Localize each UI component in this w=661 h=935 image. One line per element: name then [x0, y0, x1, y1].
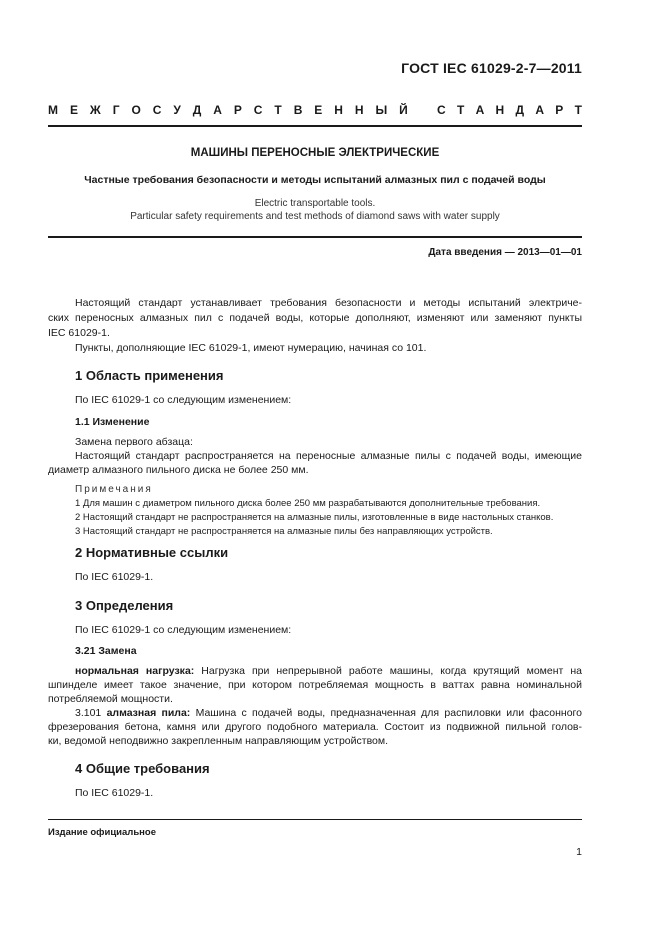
banner-letter: Ж	[89, 103, 101, 117]
definition-2-line	[48, 720, 582, 735]
banner-letter: Ы	[375, 103, 388, 117]
section-3-text: По IEC 61029-1 со следующим изменением:	[75, 624, 292, 636]
section-2-text: По IEC 61029-1.	[75, 571, 154, 583]
banner-letter: Е	[69, 103, 78, 117]
section-1-text: По IEC 61029-1 со следующим изменением:	[75, 394, 292, 406]
section-3-21-heading: 3.21 Замена	[75, 645, 137, 657]
section-2-heading: 2 Нормативные ссылки	[75, 545, 229, 560]
section-1-1-line	[75, 449, 582, 464]
banner-letter: Й	[399, 103, 408, 117]
banner-letter: С	[152, 103, 162, 117]
english-title: Electric transportable tools.	[254, 198, 376, 209]
banner-letter: Д	[192, 103, 202, 117]
banner-letter: А	[475, 103, 485, 117]
term-2-number: 3.101	[75, 707, 107, 719]
top-divider	[48, 125, 582, 127]
banner-letter: С	[253, 103, 263, 117]
banner-letter: Н	[334, 103, 343, 117]
banner-letter: Т	[574, 103, 582, 117]
banner-letter: Р	[233, 103, 242, 117]
definition-2-line-3: ки, ведомой неподвижно закрепленным направляющим устройством.	[48, 735, 389, 747]
definition-2-line-2: фрезерования бетона, камня или другого подобного материала. Состоит из подвижной пильной голов-	[48, 721, 582, 733]
document-title: МАШИНЫ ПЕРЕНОСНЫЕ ЭЛЕКТРИЧЕСКИЕ	[190, 147, 440, 159]
page-number: 1	[576, 846, 582, 858]
definition-1-text: Нагрузка при непрерывной работе машины, когда крутящий момент на	[194, 665, 582, 677]
title-divider	[48, 236, 582, 238]
standard-word	[437, 103, 582, 117]
banner-letter: Н	[354, 103, 364, 117]
document-code: ГОСТ IEC 61029-2-7—2011	[401, 60, 582, 76]
interstate-word	[48, 103, 408, 117]
section-1-1-line-2: Настоящий стандарт распространяется на переносные алмазные пилы с подачей воды, имеющие	[75, 450, 582, 462]
definition-1-line	[48, 678, 582, 693]
definition-1-line-1	[75, 664, 582, 679]
introduction-date: Дата введения — 2013—01—01	[428, 247, 582, 258]
section-4-text: По IEC 61029-1.	[75, 787, 154, 799]
official-edition-label: Издание официальное	[48, 827, 156, 838]
banner-letter: Е	[314, 103, 323, 117]
note-item: 3 Настоящий стандарт не распространяется на алмазные пилы без направляющих устройств.	[75, 526, 493, 537]
note-item: 1 Для машин с диаметром пильного диска более 250 мм разрабатываются дополнительные требования.	[75, 498, 541, 509]
banner-letter: А	[535, 103, 544, 117]
banner-letter: Т	[456, 103, 465, 117]
banner-letter: У	[173, 103, 181, 117]
intro-line-4: Пункты, дополняющие IEC 61029-1, имеют нумерацию, начиная со 101.	[75, 342, 427, 354]
note-item: 2 Настоящий стандарт не распространяется на алмазные пилы, изготовленные в виде настольных станков.	[75, 512, 554, 523]
definition-2-line-1	[75, 706, 582, 721]
section-3-heading: 3 Определения	[75, 598, 174, 613]
section-4-heading: 4 Общие требования	[75, 761, 210, 776]
banner-letter: Г	[112, 103, 120, 117]
document-subtitle: Частные требования безопасности и методы испытаний алмазных пил с подачей воды	[84, 174, 546, 186]
definition-1-line-3: потребляемой мощности.	[48, 693, 173, 705]
english-subtitle: Particular safety requirements and test methods of diamond saws with water supply	[130, 211, 500, 222]
interstate-standard-banner	[48, 103, 582, 117]
intro-line-1: Настоящий стандарт устанавливает требования безопасности и методы испытаний электриче-	[75, 297, 582, 309]
banner-letter: С	[437, 103, 446, 117]
term-normal-load: нормальная нагрузка:	[75, 665, 195, 677]
section-1-1-line-1: Замена первого абзаца:	[75, 436, 193, 448]
banner-letter: Н	[495, 103, 505, 117]
section-1-1-line-3: диаметр алмазного пильного диска не более 250 мм.	[48, 464, 309, 476]
banner-letter: М	[48, 103, 58, 117]
banner-letter: О	[131, 103, 141, 117]
banner-letter: Д	[515, 103, 525, 117]
section-1-1-heading: 1.1 Изменение	[75, 416, 150, 428]
notes-heading: Примечания	[75, 484, 153, 495]
section-1-heading: 1 Область применения	[75, 368, 224, 383]
intro-line-3: IEC 61029-1.	[48, 327, 110, 339]
definition-1-line-2: шпинделе имеет такое значение, при котором потребляемая мощность в ваттах равна номинальной	[48, 679, 582, 691]
banner-letter: Р	[555, 103, 564, 117]
banner-letter: В	[293, 103, 303, 117]
intro-line-2: ских переносных алмазных пил с подачей воды, которые дополняют, изменяют или заменяют пункты	[48, 312, 582, 324]
footer-divider	[48, 819, 582, 820]
definition-2-text: Машина с подачей воды, предназначенная для распиловки или фасонного	[190, 707, 582, 719]
banner-letter: Т	[274, 103, 282, 117]
intro-line	[48, 311, 582, 326]
intro-line	[75, 296, 582, 311]
term-diamond-saw: алмазная пила:	[106, 707, 191, 719]
banner-letter: А	[213, 103, 222, 117]
